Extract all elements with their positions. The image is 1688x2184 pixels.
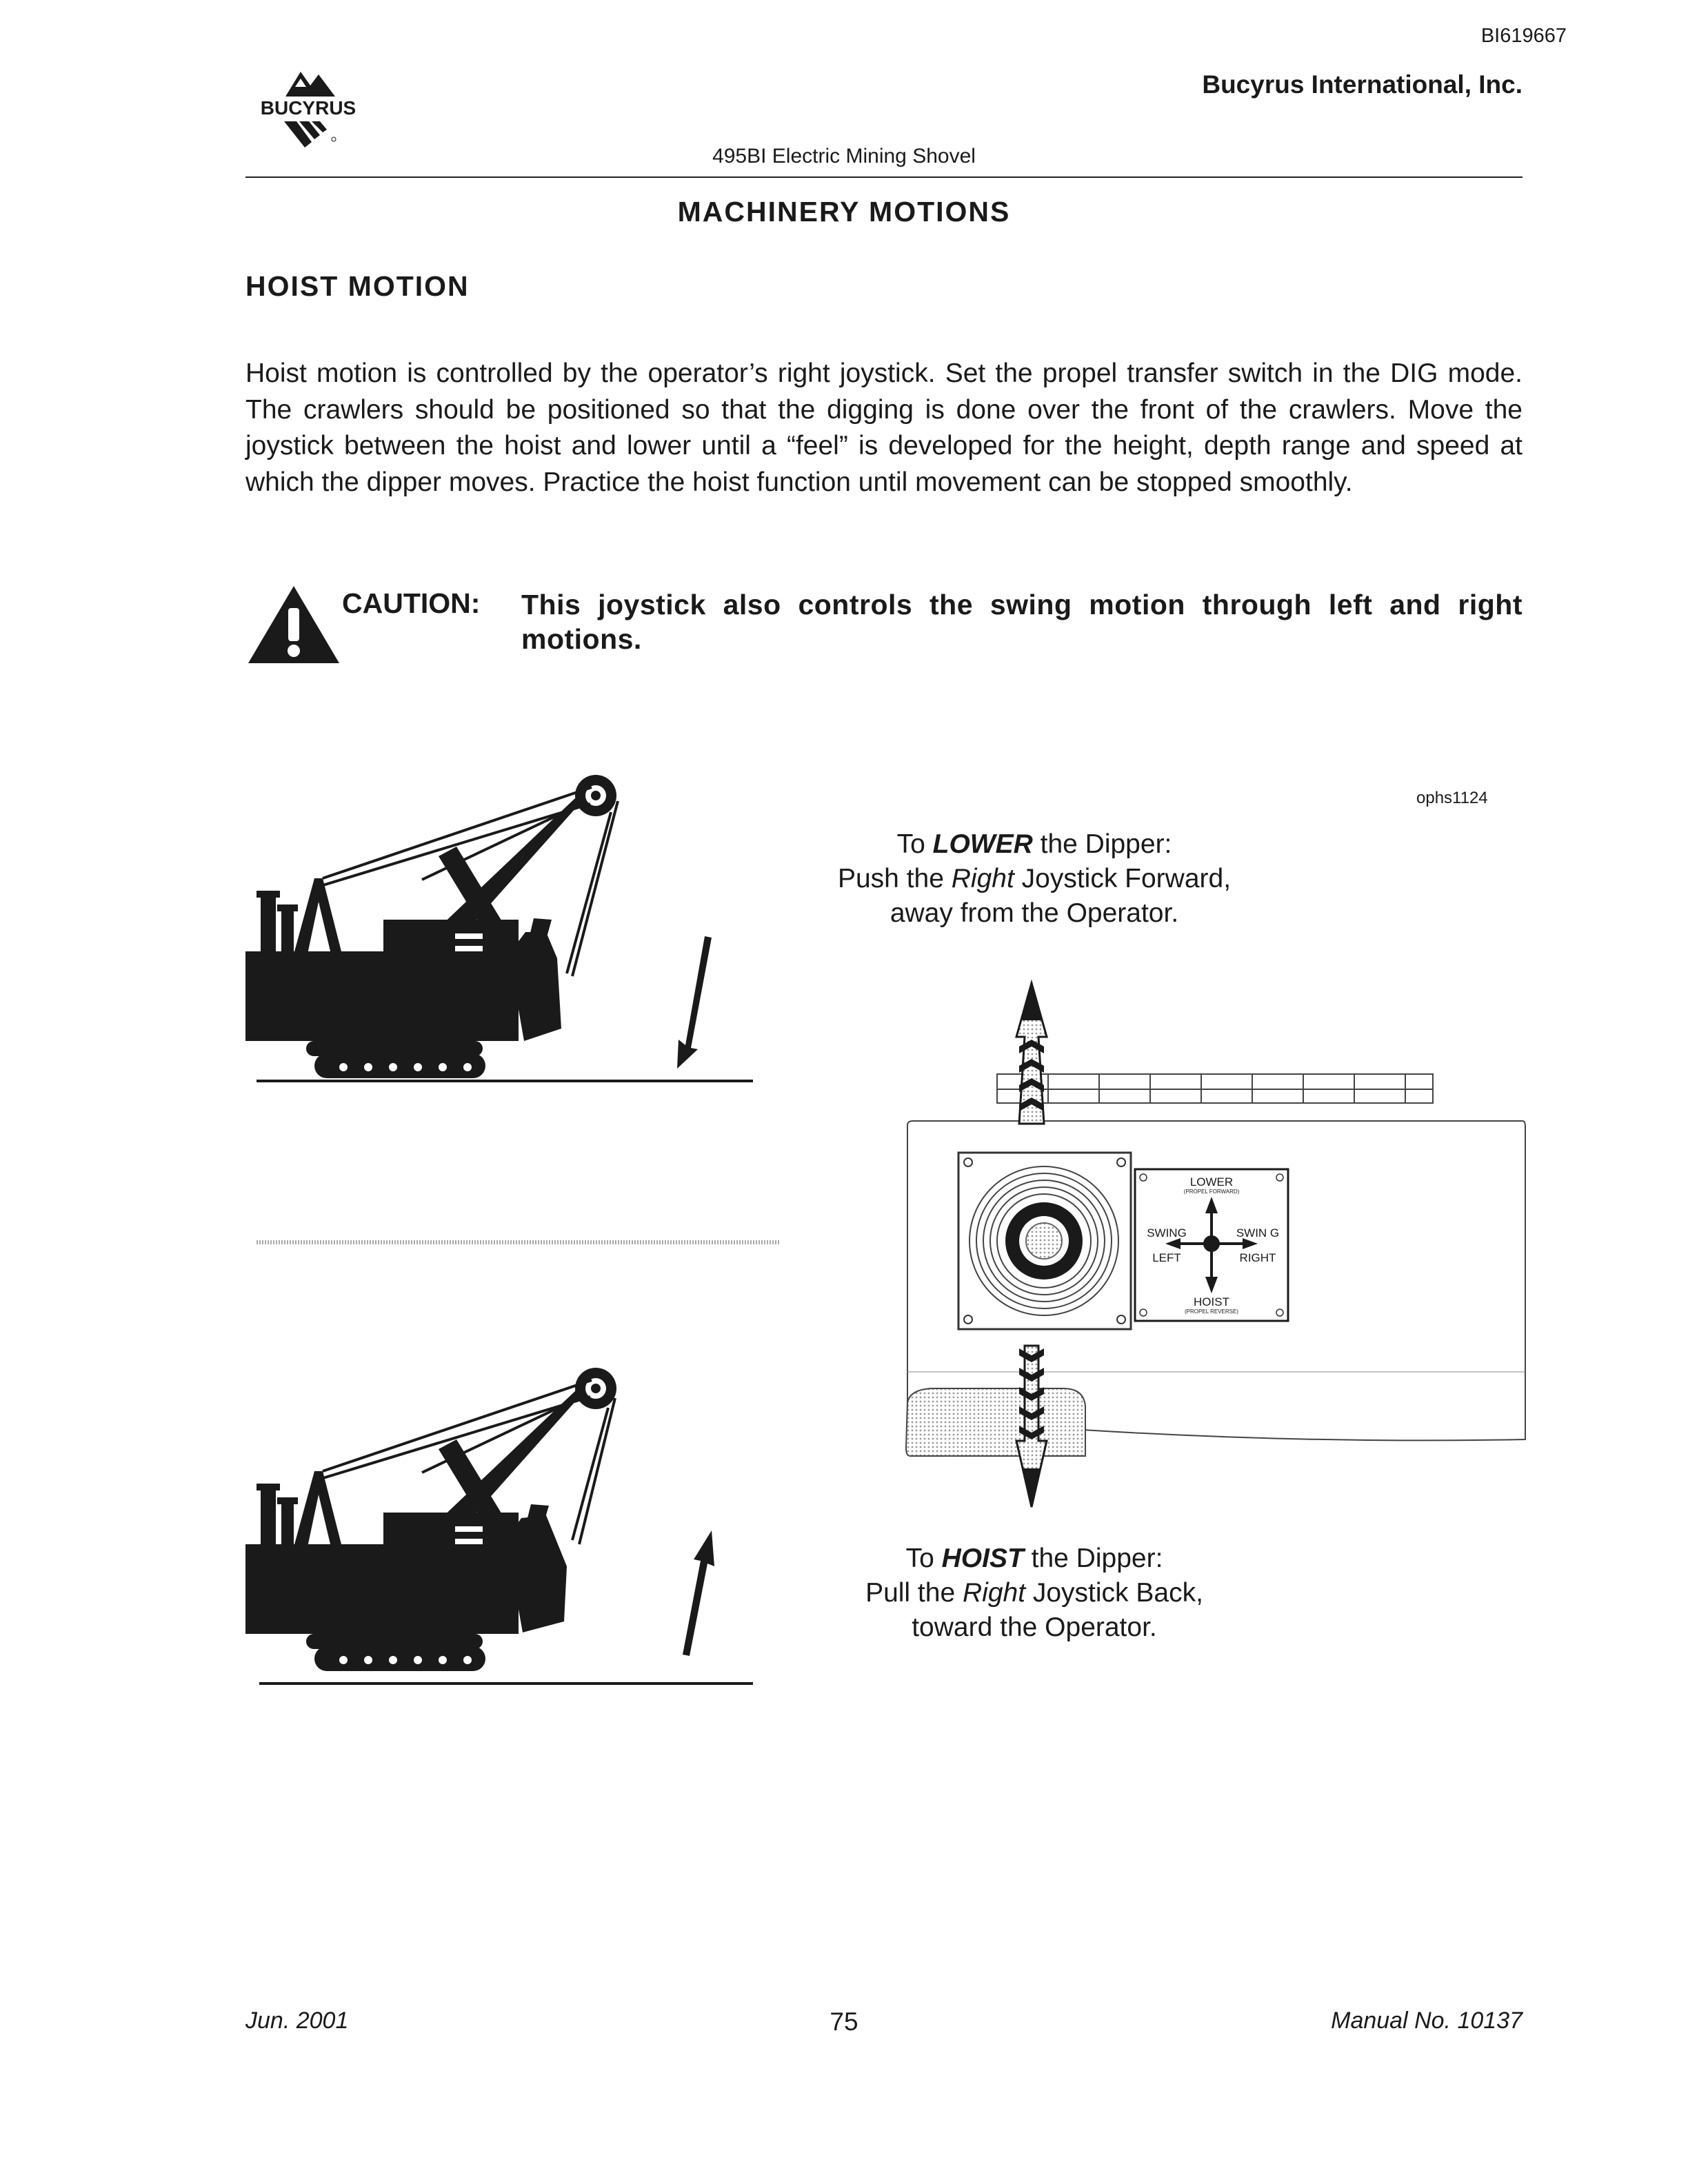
figure-id: ophs1124 bbox=[1416, 789, 1488, 807]
divider-line bbox=[257, 1238, 781, 1246]
lower-action: LOWER bbox=[932, 829, 1033, 859]
lower-caption bbox=[758, 827, 1310, 931]
hoist-caption-line-2: Pull the Right Joystick Back, bbox=[865, 1578, 1203, 1608]
lower-caption-line-1: To LOWER the Dipper: bbox=[896, 829, 1172, 859]
body-paragraph: Hoist motion is controlled by the operator’s right joystick. Set the propel transfer switch in the DIG mode. The crawlers should be positioned so that the digging is done over the front of the crawlers. Move the joystick between the hoist and lower until a “feel” is developed for the height, depth range and speed at which the dipper moves. Practice the hoist function until movement can be stopped smoothly. bbox=[245, 358, 1523, 497]
panel-hoist-sublabel: (PROPEL REVERSE) bbox=[1185, 1308, 1238, 1315]
document-id: BI619667 bbox=[1480, 25, 1567, 47]
joystick-panel-illustration bbox=[890, 965, 1538, 1517]
hoist-action: HOIST bbox=[941, 1544, 1024, 1573]
panel-swing-left-1: SWING bbox=[1147, 1226, 1187, 1240]
bucyrus-logo bbox=[243, 66, 374, 156]
caution-label: CAUTION: bbox=[342, 587, 481, 619]
shovel-hoist-illustration bbox=[245, 1359, 756, 1725]
page-title: MACHINERY MOTIONS bbox=[677, 196, 1011, 228]
logo-wordmark: BUCYRUS bbox=[260, 97, 356, 119]
panel-swing-right-1: SWIN G bbox=[1236, 1226, 1280, 1240]
panel-lower-sublabel: (PROPEL FORWARD) bbox=[1183, 1189, 1240, 1195]
hoist-caption bbox=[758, 1541, 1310, 1645]
document-subtitle: 495BI Electric Mining Shovel bbox=[712, 145, 976, 168]
shovel-lower-illustration bbox=[245, 774, 756, 1132]
lower-caption-line-3: away from the Operator. bbox=[890, 898, 1179, 928]
down-arrow-icon bbox=[677, 936, 712, 1069]
lower-caption-line-2: Push the Right Joystick Forward, bbox=[837, 864, 1232, 893]
footer-manual-number: Manual No. 10137 bbox=[1331, 2008, 1523, 2034]
footer-date: Jun. 2001 bbox=[245, 2008, 349, 2034]
caution-text: This joystick also controls the swing motion through left and right motions. bbox=[521, 589, 1523, 655]
page-number: 75 bbox=[830, 2008, 858, 2036]
panel-swing-left-2: LEFT bbox=[1152, 1251, 1181, 1264]
section-heading: HOIST MOTION bbox=[245, 270, 470, 302]
panel-swing-right-2: RIGHT bbox=[1239, 1251, 1276, 1264]
company-name: Bucyrus International, Inc. bbox=[1202, 70, 1523, 99]
hoist-caption-line-1: To HOIST the Dipper: bbox=[905, 1544, 1163, 1573]
up-arrow-icon bbox=[683, 1530, 714, 1656]
panel-hoist-label: HOIST bbox=[1194, 1295, 1229, 1308]
header-rule bbox=[245, 176, 1523, 178]
hoist-caption-line-3: toward the Operator. bbox=[912, 1612, 1157, 1642]
warning-triangle-icon bbox=[245, 583, 342, 666]
panel-lower-label: LOWER bbox=[1189, 1175, 1234, 1189]
